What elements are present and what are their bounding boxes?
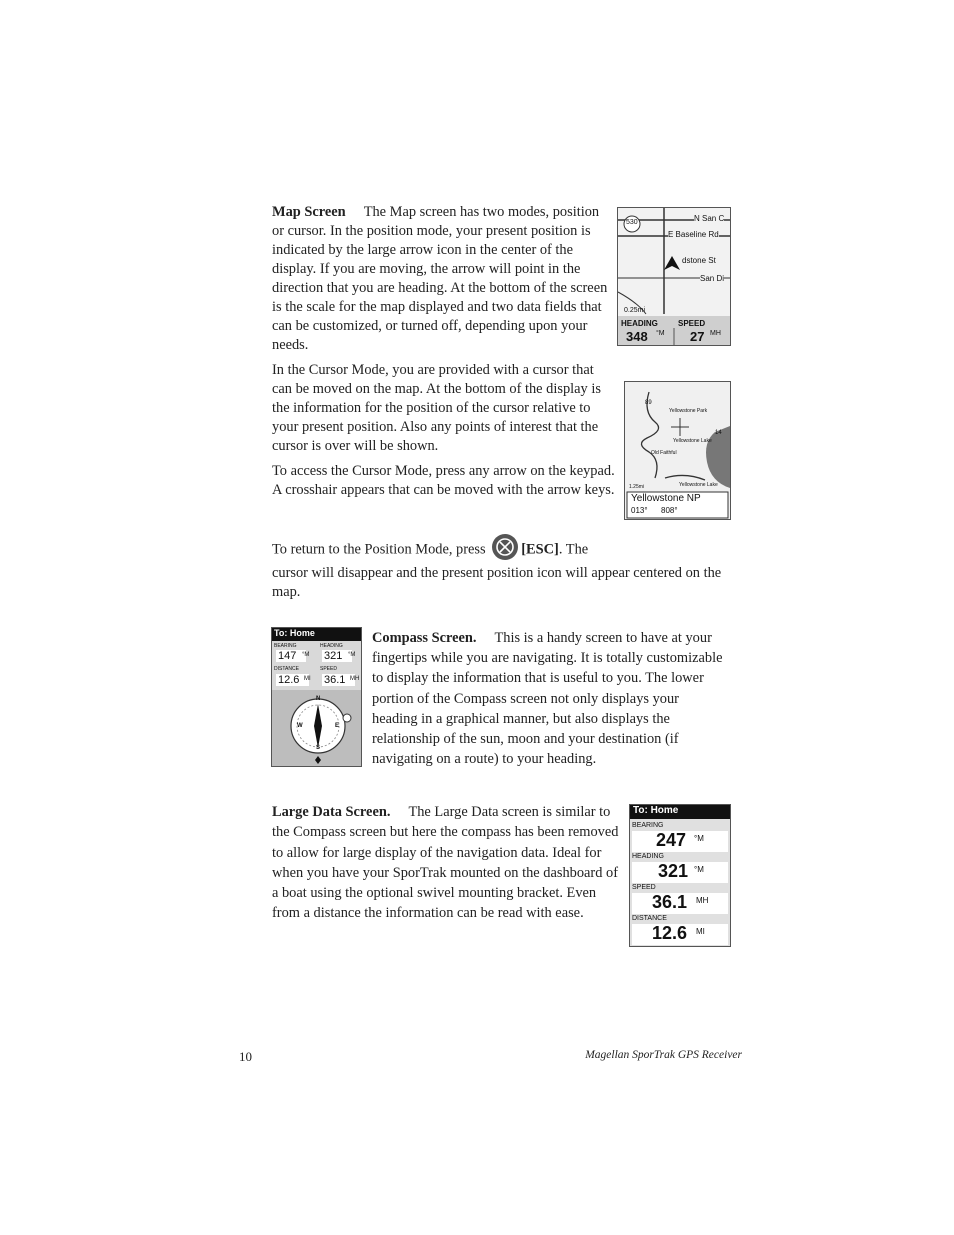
map-screen-paragraph	[272, 203, 612, 355]
esc-key-icon	[491, 533, 519, 561]
large-data-row-4-value: 12.6	[652, 923, 688, 943]
map-route-number: 530	[626, 219, 638, 226]
map-scale: 0.25mi	[624, 307, 646, 314]
compass-heading-label: HEADING	[320, 643, 343, 649]
map-street-3: dstone St	[682, 256, 716, 265]
large-data-row-2-unit: °M	[694, 865, 704, 874]
cursor-poi-name: Yellowstone NP	[631, 493, 701, 504]
large-data-row-3-label: SPEED	[632, 884, 656, 891]
map-screen-body: The Map screen has two modes, position or cursor. In the position mode, your present position is indicated by the large arrow icon in the center of the display. If you are moving, the arrow will point in the direction that you are heading. At the bottom of the screen is the scale for the map displayed and two data fields that can be customized, or turned off, depending upon your needs.	[272, 204, 608, 353]
large-data-heading: Large Data Screen.	[272, 804, 391, 820]
compass-screen-body: This is a handy screen to have at your fingertips while you are navigating. It is totally customizable to display the information that is useful to you. The lower portion of the Compass screen not only displays your heading in a graphical manner, but also displays the relationship of the sun, moon and your destination (if navigating on a route) to your heading.	[372, 630, 723, 768]
compass-bearing-unit: °M	[302, 652, 310, 658]
compass-distance-label: DISTANCE	[274, 666, 299, 672]
cursor-route-shield-2: 14	[715, 430, 722, 436]
compass-heading-unit: °M	[348, 652, 356, 658]
large-data-image	[629, 804, 731, 947]
cursor-place-1: Yellowstone Park	[669, 408, 708, 414]
large-data-row-3-value: 36.1	[652, 892, 688, 912]
map-street-4: San Di	[700, 274, 725, 283]
compass-speed-unit: MH	[350, 676, 360, 682]
large-data-body: The Large Data screen is similar to the Compass screen but here the compass has been removed to allow for large display of the navigation data. Ideal for when you have your SporTrak mounted on the dashboard of a boat using the optional swivel mounting bracket. Even from a distance the information can be read with ease.	[272, 804, 619, 922]
return-text-after: . The	[558, 541, 589, 558]
footer-title: Magellan SporTrak GPS Receiver	[585, 1049, 742, 1061]
return-paragraph-continued: cursor will disappear and the present position icon will appear centered on the map.	[272, 565, 722, 600]
access-cursor-paragraph: To access the Cursor Mode, press any arrow on the keypad. A crosshair appears that can be moved with the arrow keys.	[272, 463, 615, 498]
map-heading-unit: °M	[656, 330, 665, 337]
return-paragraph	[272, 539, 732, 561]
large-data-row-2-label: HEADING	[632, 853, 664, 860]
cursor-route-shield-1: 89	[645, 400, 652, 406]
return-text-before: To return to the Position Mode, press	[272, 541, 486, 558]
compass-speed-value: 36.1	[322, 674, 355, 686]
compass-screen-image	[271, 627, 362, 767]
map-speed-unit: MH	[710, 330, 721, 337]
map-speed-label: SPEED	[678, 319, 706, 328]
compass-title: To: Home	[272, 628, 362, 641]
map-screen-image	[617, 207, 731, 346]
cursor-place-3: Old Faithful	[651, 450, 677, 456]
cursor-place-2: Yellowstone Lake	[673, 438, 712, 444]
large-data-title: To: Home	[630, 805, 731, 819]
map-speed-value: 27	[690, 329, 705, 344]
compass-cardinal-n: N	[316, 696, 321, 702]
map-heading-value: 348	[626, 329, 648, 344]
cursor-poi-distance: 808°	[661, 506, 678, 515]
compass-heading-value: 321	[322, 650, 352, 662]
large-data-row-2-value: 321	[658, 861, 689, 881]
cursor-mode-paragraph: In the Cursor Mode, you are provided with a cursor that can be moved on the map. At the bottom of the display is the information for the position of the cursor relative to your present position. Also any points of interest that the cursor is over will be shown.	[272, 362, 601, 454]
cursor-screen-image	[624, 381, 731, 520]
compass-screen-heading: Compass Screen.	[372, 630, 477, 646]
map-heading-label: HEADING	[621, 319, 658, 328]
large-data-row-1-label: BEARING	[632, 822, 664, 829]
compass-bearing-value: 147	[276, 650, 306, 662]
large-data-row-1-value: 247	[656, 830, 687, 850]
compass-cardinal-s: S	[316, 745, 321, 751]
esc-key-label: [ESC]	[521, 541, 559, 558]
compass-distance-value: 12.6	[276, 674, 309, 686]
cursor-poi-bearing: 013°	[631, 506, 648, 515]
large-data-row-1-unit: °M	[694, 834, 704, 843]
map-street-2: E Baseline Rd	[668, 230, 719, 239]
cursor-scale: 1.25mi	[629, 484, 645, 490]
map-street-1: N San C	[694, 214, 725, 223]
compass-screen-paragraph	[372, 628, 728, 769]
large-data-paragraph	[272, 802, 620, 924]
compass-cardinal-w: W	[297, 723, 303, 729]
compass-distance-unit: MI	[304, 676, 311, 682]
cursor-place-4: Yellowstone Lake	[679, 482, 718, 488]
compass-speed-label: SPEED	[320, 666, 337, 672]
compass-cardinal-e: E	[335, 723, 340, 729]
large-data-row-4-unit: MI	[696, 927, 705, 936]
large-data-row-4-label: DISTANCE	[632, 915, 667, 922]
map-screen-heading: Map Screen	[272, 204, 346, 220]
large-data-row-3-unit: MH	[696, 896, 709, 905]
page-number: 10	[239, 1049, 252, 1064]
compass-bearing-label: BEARING	[274, 643, 297, 649]
